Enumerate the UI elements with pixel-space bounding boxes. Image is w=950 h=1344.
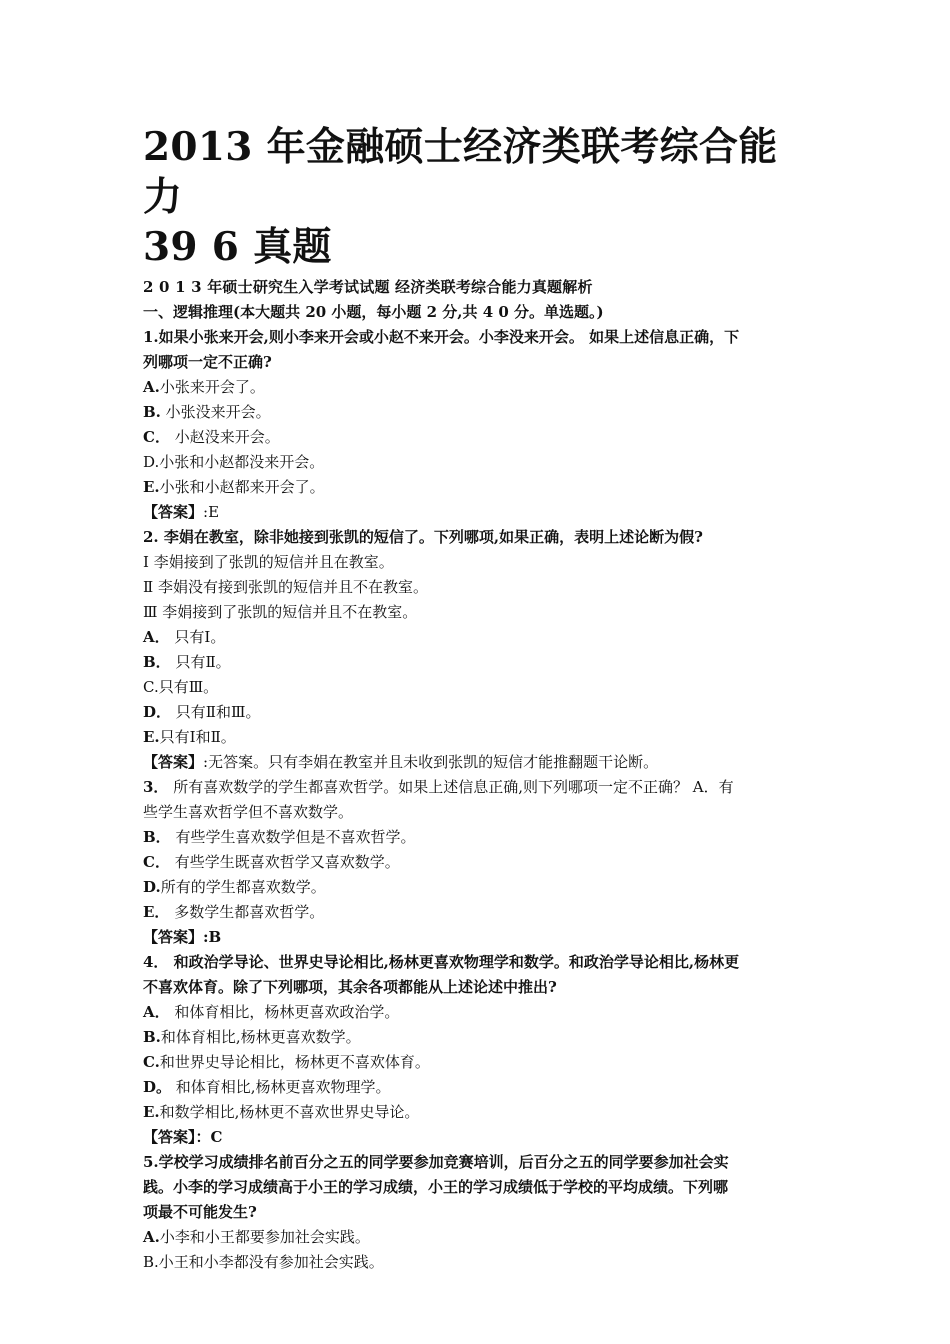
text-line: Ⅱ 李娟没有接到张凯的短信并且不在教室。 (143, 578, 428, 596)
option-text: 有些学生喜欢数学但是不喜欢哲学。 (170, 828, 416, 846)
text-line (143, 1050, 811, 1075)
option-text: 小赵没来开会。 (169, 428, 280, 446)
option-text: 小张没来开会。 (160, 403, 271, 421)
text-line: 2. 李娟在教室，除非她接到张凯的短信了。下列哪项,如果正确，表明上述论断为假? (143, 528, 703, 546)
option-label: E． (143, 903, 170, 921)
option-text: :E (203, 503, 220, 521)
text-line: 不喜欢体育。除了下列哪项，其余各项都能从上述论述中推出? (143, 978, 557, 996)
option-label: A． (143, 628, 170, 646)
option-text: 和体育相比,杨林更喜欢数学。 (160, 1028, 361, 1046)
option-text: 小李和小王都要参加社会实践。 (159, 1228, 370, 1246)
option-label: 【答案】 (143, 503, 204, 521)
text-line: 列哪项一定不正确? (143, 353, 272, 371)
text-line: 项最不可能发生? (143, 1203, 257, 1221)
option-text: 多数学生都喜欢哲学。 (169, 903, 325, 921)
text-line (143, 1025, 811, 1050)
text-line (143, 500, 811, 525)
text-line (143, 725, 811, 750)
text-line (143, 650, 811, 675)
option-text: 只有Ⅱ和Ⅲ。 (171, 703, 261, 721)
text-line (143, 400, 811, 425)
text-line: Ⅰ 李娟接到了张凯的短信并且在教室。 (143, 553, 394, 571)
option-text: 所有喜欢数学的学生都喜欢哲学。如果上述信息正确,则下列哪项一定不正确？ A．有 (168, 778, 734, 796)
option-text: 和体育相比，杨林更喜欢政治学。 (169, 1003, 400, 1021)
title-line-2: 39 6 真题 (143, 224, 332, 270)
option-text: 小张来开会了。 (159, 378, 265, 396)
option-label: D． (143, 703, 172, 721)
text-line (143, 475, 811, 500)
option-text: 所有的学生都喜欢数学。 (160, 878, 326, 896)
text-line (143, 900, 811, 925)
option-text: 只有Ⅰ和Ⅱ。 (159, 728, 236, 746)
option-label: A. (143, 1228, 160, 1246)
option-label: C． (143, 428, 170, 446)
text-line (143, 1100, 811, 1125)
option-text: 和数学相比,杨林更不喜欢世界史导论。 (159, 1103, 420, 1121)
text-line: B.小王和小李都没有参加社会实践。 (143, 1253, 384, 1271)
option-text: 只有Ⅰ。 (169, 628, 226, 646)
option-label: D。 (143, 1078, 172, 1096)
text-line (143, 1225, 811, 1250)
text-line: 5.学校学习成绩排名前百分之五的同学要参加竞赛培训，后百分之五的同学要参加社会实 (143, 1153, 729, 1171)
text-line (143, 1075, 811, 1100)
text-line (143, 700, 811, 725)
document-page (143, 122, 811, 1275)
text-line: 【答案】:B (143, 928, 222, 946)
text-line (143, 625, 811, 650)
option-label: E. (143, 1103, 160, 1121)
option-label: 3． (143, 778, 169, 796)
option-label: A． (143, 1003, 170, 1021)
option-text: :无答案。只有李娟在教室并且未收到张凯的短信才能推翻题干论断。 (203, 753, 659, 771)
section-heading: 一、逻辑推理(本大题共 20 小题，每小题 2 分,共 4 0 分。单选题。) (143, 303, 604, 321)
document-title (143, 122, 811, 272)
text-line (143, 375, 811, 400)
text-line: 【答案】：C (143, 1128, 223, 1146)
option-label: B． (143, 828, 171, 846)
text-line (143, 1000, 811, 1025)
option-text: 和世界史导论相比，杨林更不喜欢体育。 (159, 1053, 430, 1071)
text-line (143, 750, 811, 775)
text-line (143, 825, 811, 850)
text-line: 践。小李的学习成绩高于小王的学习成绩，小王的学习成绩低于学校的平均成绩。下列哪 (143, 1178, 729, 1196)
text-line (143, 850, 811, 875)
text-line: 4． 和政治学导论、世界史导论相比,杨林更喜欢物理学和数学。和政治学导论相比,杨林更 (143, 953, 740, 971)
option-label: B. (143, 1028, 161, 1046)
text-line (143, 425, 811, 450)
text-line: 些学生喜欢哲学但不喜欢数学。 (143, 803, 354, 821)
option-label: C. (143, 1053, 160, 1071)
text-line: D.小张和小赵都没来开会。 (143, 453, 325, 471)
option-label: B． (143, 653, 171, 671)
option-text: 小张和小赵都来开会了。 (159, 478, 325, 496)
option-text: 和体育相比,杨林更喜欢物理学。 (171, 1078, 391, 1096)
text-line (143, 875, 811, 900)
option-label: D. (143, 878, 161, 896)
option-label: C． (143, 853, 170, 871)
text-line: 1.如果小张来开会,则小李来开会或小赵不来开会。小李没来开会。 如果上述信息正确，下 (143, 328, 740, 346)
title-line-1: 2013 年金融硕士经济类联考综合能力 (143, 124, 778, 220)
option-label: B. (143, 403, 161, 421)
text-line: C.只有Ⅲ。 (143, 678, 219, 696)
option-label: E. (143, 728, 160, 746)
option-text: 有些学生既喜欢哲学又喜欢数学。 (169, 853, 400, 871)
option-label: 【答案】 (143, 753, 204, 771)
option-label: E. (143, 478, 160, 496)
question-body (143, 325, 811, 1275)
text-line (143, 775, 811, 800)
option-text: 只有Ⅱ。 (170, 653, 231, 671)
option-label: A. (143, 378, 160, 396)
subtitle: 2 0 1 3 年硕士研究生入学考试试题 经济类联考综合能力真题解析 (143, 278, 593, 296)
text-line: Ⅲ 李娟接到了张凯的短信并且不在教室。 (143, 603, 418, 621)
